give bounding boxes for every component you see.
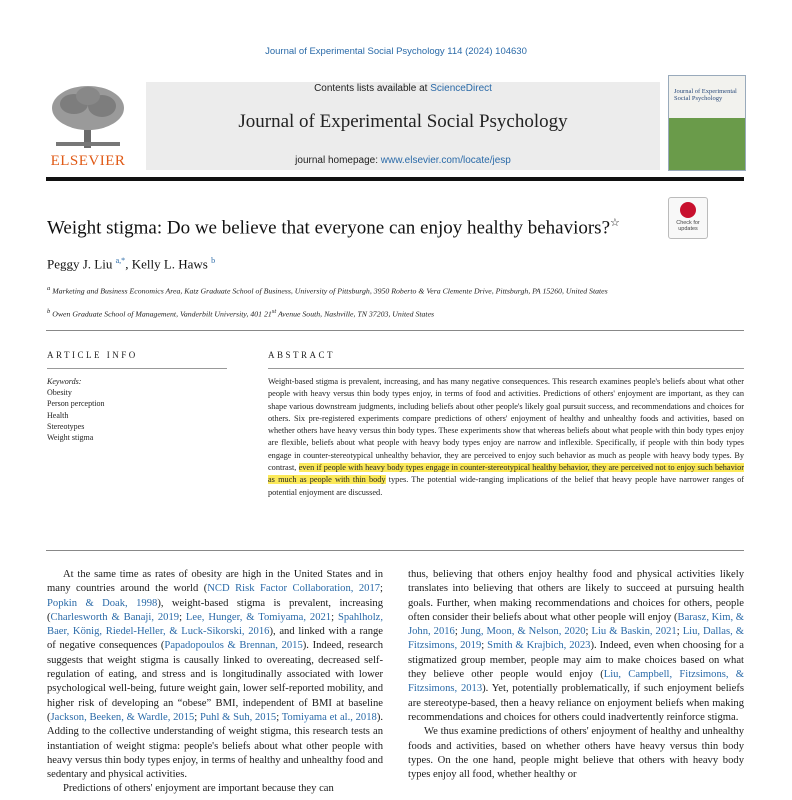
body-paragraph (47, 568, 383, 782)
keywords-label: Keywords: (47, 377, 82, 386)
citation-link[interactable]: Liu, Dallas, & Fitzsimons, 2019 (408, 626, 745, 652)
keyword-item: Obesity (47, 388, 72, 398)
publisher-name: ELSEVIER (50, 153, 126, 169)
affiliation-b (47, 307, 687, 320)
author-name[interactable]: Peggy J. Liu (47, 256, 113, 272)
homepage-line (146, 155, 660, 166)
body-text: ), weight-based stigma is prevalent, increasing ( (47, 597, 383, 623)
body-text: At the same time as rates of obesity are high in the United States and in many countries around the world ( (47, 569, 383, 595)
body-text: ; (585, 626, 592, 638)
author-affiliation-mark[interactable]: a,* (115, 256, 126, 265)
citation-link[interactable]: Puhl & Suh, 2015 (199, 711, 277, 723)
abstract-rule (268, 368, 744, 369)
body-text: ; (331, 611, 338, 623)
keyword-item: Health (47, 410, 69, 420)
citation-link[interactable]: Charlesworth & Banaji, 2019 (50, 611, 180, 623)
article-title (47, 216, 620, 239)
affiliation-text: Avenue South, Nashville, TN 37203, United States (276, 309, 435, 319)
body-text: ; (380, 583, 383, 595)
citation-link[interactable]: Liu, Campbell, Fitzsimons, & Fitzsimons, 2013 (408, 669, 744, 695)
keyword-item: Person perception (47, 399, 105, 409)
keyword-item: Stereotypes (47, 421, 85, 431)
citation-link[interactable]: Tomiyama et al., 2018 (281, 711, 377, 723)
journal-cover-thumbnail[interactable] (668, 75, 746, 171)
abstract-part: types. The potential wide-ranging implications of the belief that heavy people have narrower ranges of potential enjoyment are discussed. (268, 475, 744, 497)
abstract-heading: ABSTRACT (268, 350, 336, 360)
abstract-highlighted-text[interactable]: even if people with heavy body types engage in counter-stereotypical healthy behavior, they are perceived not to enjoy such behavior as much as people with thin body (268, 463, 744, 485)
body-text: ; (454, 626, 461, 638)
journal-reference[interactable]: Journal of Experimental Social Psychology 114 (2024) 104630 (265, 46, 527, 57)
affiliation-text: Owen Graduate School of Management, Vanderbilt University, 401 21 (52, 309, 272, 319)
body-text: ; (194, 711, 200, 723)
citation-link[interactable]: Lee, Hunger, & Tomiyama, 2021 (185, 611, 332, 623)
body-text: ), and linked with a range of negative consequences ( (47, 626, 383, 652)
badge-label: Check for updates (676, 220, 700, 232)
body-text: ; (276, 711, 282, 723)
citation-link[interactable]: Barasz, Kim, & John, 2016 (408, 611, 744, 638)
body-text: ; (676, 626, 683, 638)
article-info-rule (47, 368, 227, 369)
ordinal-suffix: st (271, 308, 277, 315)
citation-link[interactable]: Spahlholz, Baer, König, Riedel-Heller, & Luck-Sikorski, 2016 (47, 611, 383, 638)
affiliation-label: a (47, 285, 51, 292)
citation-link[interactable]: Smith & Krajbich, 2023 (487, 640, 591, 652)
keyword-item: Weight stigma (47, 433, 94, 443)
bookmark-icon (680, 202, 696, 218)
article-title-text: Weight stigma: Do we believe that everyone can enjoy healthy behaviors? (47, 217, 610, 239)
keywords-block (47, 376, 227, 443)
sciencedirect-link[interactable]: ScienceDirect (430, 83, 492, 94)
body-text: ). Indeed, even when choosing for a stigmatized group member, people may aim to make choices based on what they believe other people would enjoy ( (408, 640, 744, 681)
body-paragraph: Predictions of others' enjoyment are important because they can (63, 783, 334, 795)
header-divider (46, 177, 744, 181)
citation-link[interactable]: NCD Risk Factor Collaboration, 2017 (207, 583, 381, 595)
author-affiliation-mark[interactable]: b (211, 256, 216, 265)
homepage-link[interactable]: www.elsevier.com/locate/jesp (380, 155, 511, 166)
body-column-right (408, 568, 744, 782)
title-footnote-mark[interactable]: ☆ (610, 217, 620, 229)
affiliation-label: b (47, 308, 51, 315)
author-separator: , (125, 256, 132, 272)
affiliation-a (47, 284, 687, 297)
body-column-left (47, 568, 383, 797)
cover-title: Journal of Experimental Social Psychology (674, 88, 737, 102)
body-paragraph (408, 568, 744, 725)
body-text: ; (481, 640, 488, 652)
citation-link[interactable]: Jackson, Beeken, & Wardle, 2015 (50, 711, 195, 723)
body-text: ). Adding to the collective understanding of weight stigma, this research tests an instantiation of weight stigma: people's beliefs about what other people with heavy versus thin body types enjoy, in terms of healthy and unhealthy food and sedentary and physical activities. (47, 711, 384, 781)
citation-link[interactable]: Popkin & Doak, 1998 (47, 597, 158, 609)
body-text: ; (179, 611, 186, 623)
check-for-updates-badge[interactable] (668, 197, 708, 239)
abstract-text (268, 376, 744, 499)
author-list (47, 256, 215, 272)
article-info-heading: ARTICLE INFO (47, 350, 138, 360)
abstract-divider (46, 550, 744, 551)
body-text: thus, believing that others enjoy healthy food and physical activities likely translates into believing that others are likely to succeed at pursuing health goals. Further, when making recommendations and choices for others, people often consider their beliefs about what other people will enjoy ( (408, 569, 744, 623)
affiliation-divider (46, 330, 744, 331)
citation-link[interactable]: Liu & Baskin, 2021 (591, 626, 677, 638)
body-paragraph: We thus examine predictions of others' enjoyment of healthy and unhealthy foods and activities, based on whether others have heavy versus thin body types. On the one hand, people might believe that others with heavy body types enjoy all food, whether healthy or (408, 726, 744, 781)
journal-title: Journal of Experimental Social Psychology (238, 111, 568, 132)
homepage-prefix: journal homepage: (295, 155, 381, 166)
abstract-part: Weight-based stigma is prevalent, increasing, and has many negative consequences. This research examines people's beliefs about what other people with heavy versus thin body types enjoy, in terms of food and activities. Predictions of others' enjoyment are important, as they can shape various downstream judgments, including beliefs about other people's likely goal pursuit success, and recommendations and choices for others. Six pre-registered experiments compare predictions of others' enjoyment of healthy and unhealthy foods and activities, based on whether others have heavy versus thin body types. These experiments show that whereas beliefs about what people with thin body types enjoy are flexible, beliefs about what people with heavy body types enjoy are narrow and inflexible. Specifically, if people with thin body types engage in counter-stereotypical unhealthy behavior, they are perceived to enjoy such behavior as much as people with heavy body types. By contrast, (268, 377, 744, 473)
affiliation-text: Marketing and Business Economics Area, Katz Graduate School of Business, University of Pittsburgh, 3950 Roberto & Vera Clemente Drive, Pittsburgh, PA 15260, United States (52, 286, 608, 296)
citation-link[interactable]: Jung, Moon, & Nelson, 2020 (460, 626, 586, 638)
body-text: ). Indeed, research suggests that weight stigma is causally linked to overeating, decreased self-regulation of eating, and stress and is longitudinally associated with lower psychological well-being, future weight gain, lower self-reported mobility, and higher risk of developing an “obese” BMI, independent of BMI at baseline ( (47, 640, 384, 723)
body-text: ). Yet, potentially problematically, if such enjoyment beliefs are stereotype-based, then a heavy reliance on enjoyment beliefs when making recommendations and choices for others could inadvertently reinforce stigma. (408, 683, 744, 723)
author-name[interactable]: Kelly L. Haws (131, 256, 208, 272)
citation-link[interactable]: Papadopoulos & Brennan, 2015 (164, 640, 303, 652)
contents-line (146, 83, 660, 94)
contents-prefix: Contents lists available at (314, 83, 431, 94)
